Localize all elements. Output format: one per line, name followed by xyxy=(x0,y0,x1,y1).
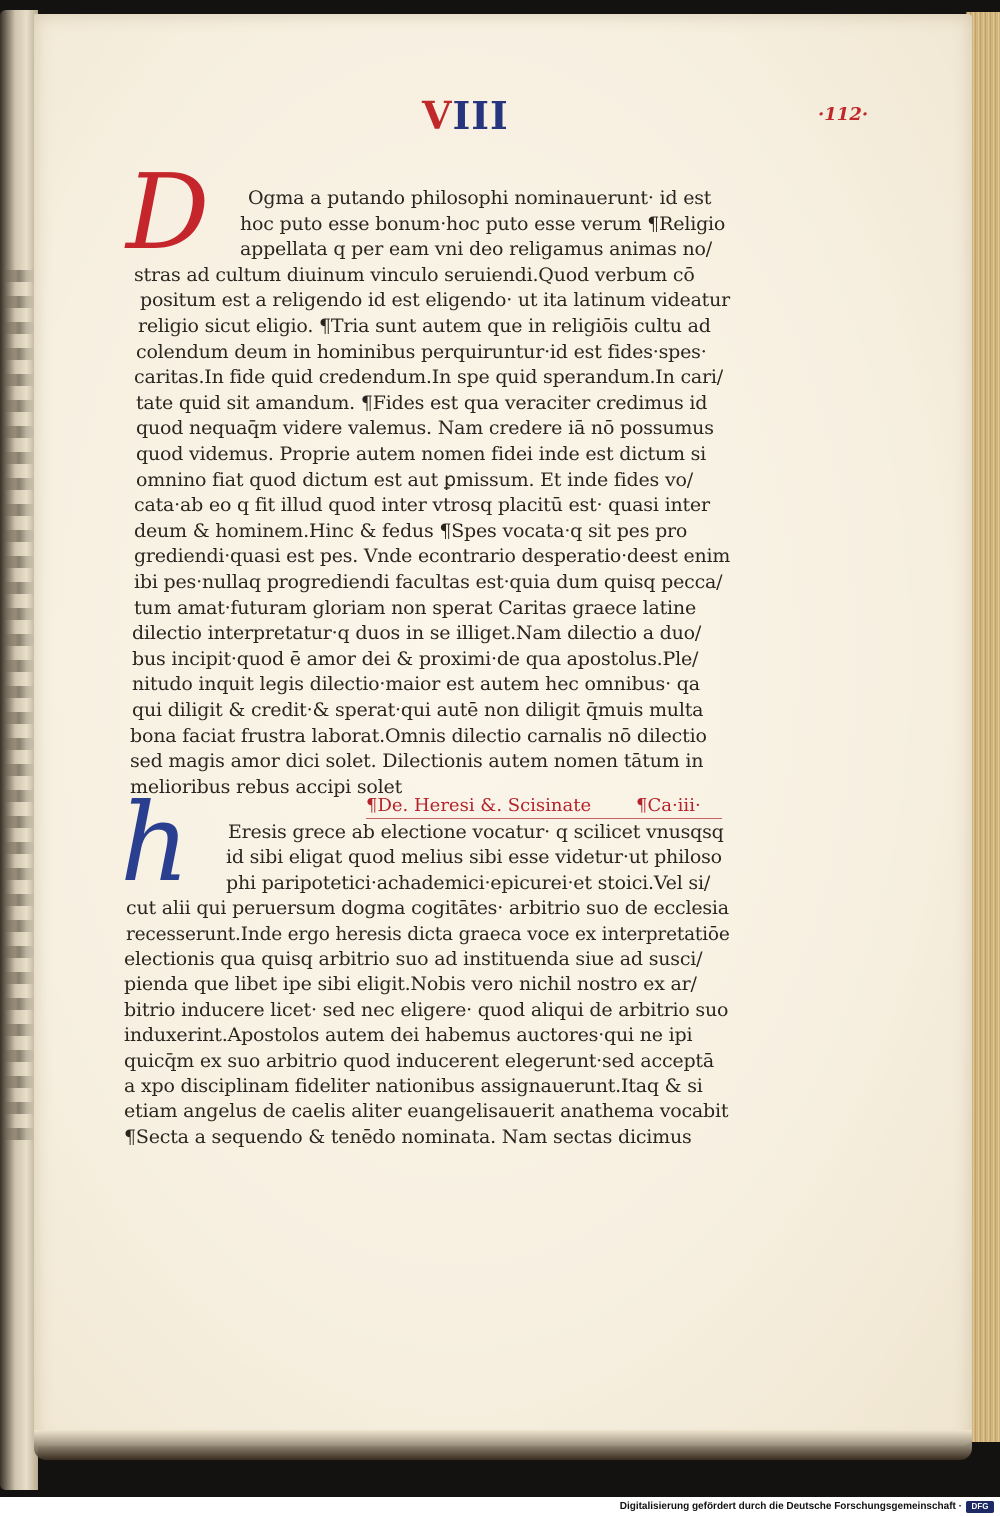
text-line: stras ad cultum diuinum vinculo seruiendi.Quod verbum cō xyxy=(134,263,695,286)
text-line: Eresis grece ab electione vocatur· q scilicet vnusqsq xyxy=(228,821,724,843)
text-line: recesserunt.Inde ergo heresis dicta graeca voce ex interpretatiōe xyxy=(126,922,730,945)
text-line: appellata q per eam vni deo religamus animas no/ xyxy=(240,238,712,261)
chapter-mark-blue: III xyxy=(452,93,509,138)
text-line: tum amat·futuram gloriam non sperat Caritas graece latine xyxy=(134,596,697,619)
text-line: quod videmus. Proprie autem nomen fidei inde est dictum si xyxy=(136,443,707,465)
section-heading: ¶De. Heresi &. Scisinate xyxy=(366,795,592,816)
text-line: etiam angelus de caelis aliter euangelisauerit anathema vocabit xyxy=(124,1100,729,1123)
text-line: tate quid sit amandum. ¶Fides est qua veraciter credimus id xyxy=(136,391,708,414)
text-line: deum & hominem.Hinc & fedus ¶Spes vocata·q sit pes pro xyxy=(134,519,688,542)
text-line: dilectio interpretatur·q duos in se illiget.Nam dilectio a duo/ xyxy=(132,622,702,645)
initial-letter-h: h xyxy=(120,781,190,906)
chapter-mark-red: V xyxy=(422,93,453,138)
text-line: pienda que libet ipe sibi eligit.Nobis vero nichil nostro ex ar/ xyxy=(124,973,697,996)
text-line: electionis qua quisq arbitrio suo ad instituenda siue ad susci/ xyxy=(124,948,703,970)
text-line: grediendi·quasi est pes. Vnde econtrario desperatio·deest enim xyxy=(134,545,731,568)
text-line: induxerint.Apostolos autem dei habemus auctores·qui ne ipi xyxy=(124,1024,693,1047)
folio-number: ·112· xyxy=(818,104,869,125)
text-line: a xpo disciplinam fideliter nationibus assignauerunt.Itaq & si xyxy=(124,1075,703,1097)
text-line: religio sicut eligio. ¶Tria sunt autem que in religiōis cultu ad xyxy=(138,315,711,337)
text-line: bus incipit·quod ē amor dei & proximi·de qua apostolus.Ple/ xyxy=(132,647,699,670)
text-line: id sibi eligat quod melius sibi esse videtur·ut philoso xyxy=(226,846,722,869)
digitization-footer xyxy=(0,1497,1000,1517)
text-line: melioribus rebus accipi solet xyxy=(130,775,403,798)
text-line: bitrio inducere licet· sed nec eligere· quod aliqui de arbitrio suo xyxy=(124,998,729,1021)
text-line: cata·ab eo q fit illud quod inter vtrosq placitū est· quasi inter xyxy=(134,494,710,517)
dfg-logo: DFG xyxy=(966,1501,994,1513)
text-line: sed magis amor dici solet. Dilectionis autem nomen tātum in xyxy=(130,750,704,773)
text-line: hoc puto esse bonum·hoc puto esse verum ¶Religio xyxy=(240,212,726,235)
text-line: cut alii qui peruersum dogma cogitātes· arbitrio suo de ecclesia xyxy=(126,897,729,920)
text-line: bona faciat frustra laborat.Omnis dilectio carnalis nō dilectio xyxy=(130,724,707,747)
text-line: omnino fiat quod dictum est aut ꝑmissum. Et inde fides vo/ xyxy=(136,468,693,491)
text-line: caritas.In fide quid credendum.In spe quid sperandum.In cari/ xyxy=(134,366,723,389)
text-line: nitudo inquit legis dilectio·maior est autem hec omnibus· qa xyxy=(132,673,700,696)
chapter-number: ¶Ca·iii· xyxy=(636,795,701,816)
text-line: ¶Secta a sequendo & tenēdo nominata. Nam sectas dicimus xyxy=(124,1125,692,1148)
text-line: colendum deum in hominibus perquiruntur·id est fides·spes· xyxy=(136,340,707,363)
text-line: Ogma a putando philosophi nominauerunt· id est xyxy=(248,187,712,209)
initial-letter-d: D xyxy=(126,151,210,273)
text-line: positum est a religendo id est eligendo· ut ita latinum videatur xyxy=(140,289,730,312)
text-line: quod nequaq̄m videre valemus. Nam credere iā nō possumus xyxy=(136,417,714,440)
text-line: ibi pes·nullaq progrediendi facultas est·quia dum quisq pecca/ xyxy=(134,571,723,593)
text-line: quicq̄m ex suo arbitrio quod inducerent elegerunt·sed acceptā xyxy=(124,1049,714,1072)
footer-credit: Digitalisierung gefördert durch die Deutsche Forschungsgemeinschaft · xyxy=(619,1501,962,1512)
text-line: phi paripotetici·achademici·epicurei·et stoici.Vel si/ xyxy=(226,871,711,894)
text-line: qui diligit & credit·& sperat·qui autē non diligit q̄muis multa xyxy=(132,699,704,721)
